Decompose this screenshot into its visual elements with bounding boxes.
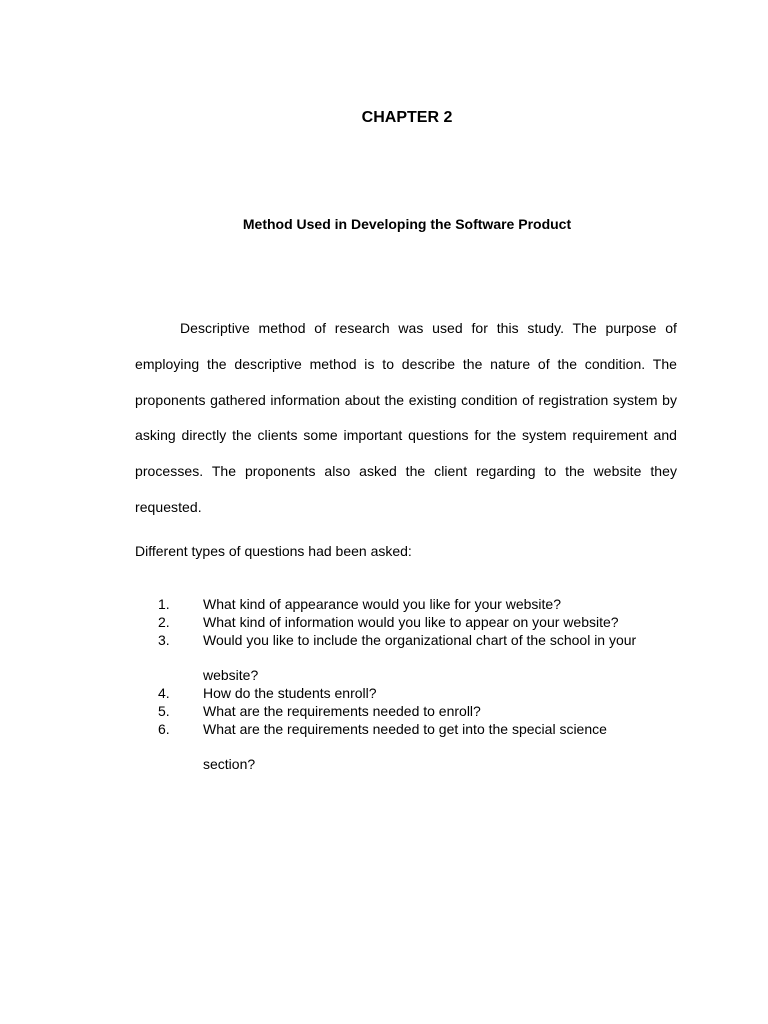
- list-item-continuation: website?: [203, 667, 259, 683]
- body-paragraph: Descriptive method of research was used for this study. The purpose of employing the descriptive method is to describe the nature of the condition. The proponents gathered information about the existing condition of registration system by asking directly the clients some important questions for the system requirement and processes. The proponents also asked the client regarding to the website they requested.: [135, 320, 677, 515]
- list-item-text: Would you like to include the organizational chart of the school in your: [203, 632, 637, 648]
- list-item-number: 3.: [158, 632, 170, 648]
- chapter-title: CHAPTER 2: [361, 109, 453, 126]
- list-item: [135, 631, 695, 684]
- list-item-number: 1.: [158, 596, 170, 612]
- list-item: [135, 595, 695, 613]
- questions-list: [135, 595, 695, 773]
- list-item: [135, 720, 695, 773]
- list-item-number: 2.: [158, 614, 170, 630]
- list-item-number: 5.: [158, 703, 170, 719]
- list-item-number: 4.: [158, 685, 170, 701]
- list-item-text: What are the requirements needed to enroll?: [203, 703, 481, 719]
- list-item: [135, 613, 695, 631]
- questions-intro: Different types of questions had been asked:: [135, 543, 412, 559]
- list-item: [135, 684, 695, 702]
- list-item-text: What kind of appearance would you like for your website?: [203, 596, 561, 612]
- list-item-text: What kind of information would you like to appear on your website?: [203, 614, 619, 630]
- list-item: [135, 702, 695, 720]
- list-item-number: 6.: [158, 721, 170, 737]
- list-item-text: How do the students enroll?: [203, 685, 377, 701]
- list-item-continuation: section?: [203, 756, 256, 772]
- section-title: Method Used in Developing the Software Product: [242, 216, 572, 232]
- list-item-text: What are the requirements needed to get into the special science: [203, 721, 607, 737]
